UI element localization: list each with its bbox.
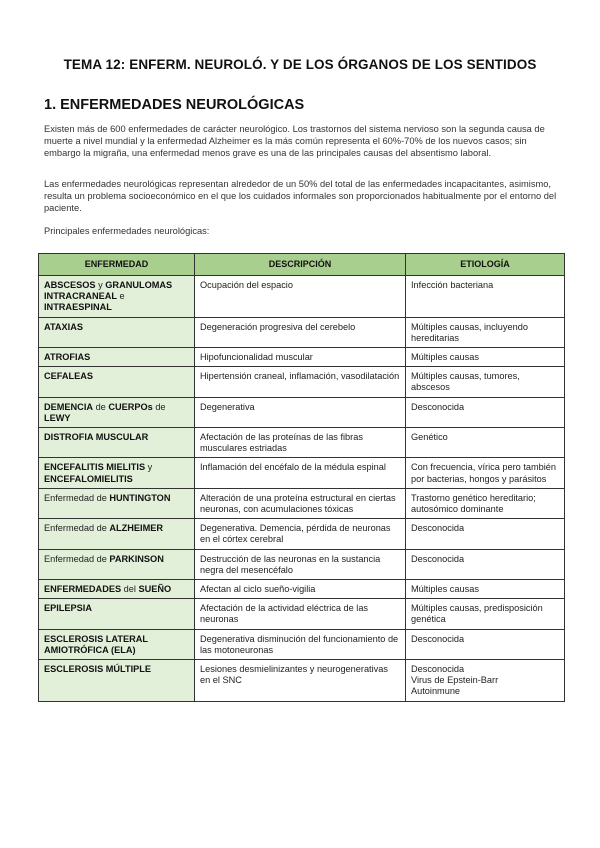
disease-name-bold: SUEÑO	[138, 584, 172, 595]
disease-description-cell: Afectación de la actividad eléctrica de las neuronas	[195, 599, 406, 629]
disease-name-cell	[39, 428, 195, 458]
disease-etiology-cell: Desconocida	[406, 397, 565, 427]
disease-name-connector: de	[152, 401, 166, 412]
disease-description-cell: Lesiones desmielinizantes y neurogenerativas en el SNC	[195, 660, 406, 702]
table-row	[39, 629, 565, 659]
disease-name-bold: INTRAESPINAL	[44, 302, 112, 313]
disease-etiology-cell: Trastorno genético hereditario; autosómico dominante	[406, 488, 565, 518]
disease-description-cell: Degeneración progresiva del cerebelo	[195, 317, 406, 347]
table-row	[39, 276, 565, 318]
disease-name-bold: ENFERMEDADES	[44, 584, 122, 595]
disease-name-bold: DISTROFIA MUSCULAR	[44, 432, 149, 443]
disease-description-cell: Degenerativa	[195, 397, 406, 427]
disease-etiology-cell: Con frecuencia, vírica pero también por bacterias, hongos y parásitos	[406, 458, 565, 488]
disease-name-bold: EPILEPSIA	[44, 603, 92, 614]
table-row	[39, 549, 565, 579]
disease-name-cell	[39, 367, 195, 397]
disease-name-cell	[39, 580, 195, 599]
disease-description-cell: Hipertensión craneal, inflamación, vasodilatación	[195, 367, 406, 397]
disease-name-bold: ENCEFALOMIELITIS	[44, 473, 133, 484]
table-header-row	[39, 254, 565, 276]
disease-etiology-cell: Múltiples causas, tumores, abscesos	[406, 367, 565, 397]
table-row	[39, 348, 565, 367]
disease-etiology-cell: Desconocida	[406, 519, 565, 549]
disease-etiology-cell: Genético	[406, 428, 565, 458]
disease-name-bold: ATROFIAS	[44, 352, 91, 363]
disease-name-bold: ESCLEROSIS LATERAL AMIOTRÓFICA (ELA)	[44, 633, 148, 655]
disease-name-bold: ESCLEROSIS MÚLTIPLE	[44, 664, 152, 675]
disease-etiology-cell: Múltiples causas, predisposición genética	[406, 599, 565, 629]
disease-name-connector: Enfermedad de	[44, 553, 110, 564]
disease-etiology-cell: Infección bacteriana	[406, 276, 565, 318]
disease-name-bold: ENCEFALITIS MIELITIS	[44, 462, 146, 473]
disease-description-cell: Destrucción de las neuronas en la sustancia negra del mesencéfalo	[195, 549, 406, 579]
disease-description-cell: Hipofuncionalidad muscular	[195, 348, 406, 367]
disease-description-cell: Degenerativa. Demencia, pérdida de neuronas en el córtex cerebral	[195, 519, 406, 549]
disease-name-bold: CEFALEAS	[44, 371, 94, 382]
disease-name-cell	[39, 348, 195, 367]
disease-name-bold: CUERPOs	[108, 401, 153, 412]
table-row	[39, 317, 565, 347]
second-paragraph: Las enfermedades neurológicas representan alrededor de un 50% del total de las enfermedades incapacitantes, asimismo, resulta un problema socioeconómico en el que los cuidados informales son proporcionados habitualmente por el entorno del paciente.	[44, 179, 557, 213]
page-title: TEMA 12: ENFERM. NEUROLÓ. Y DE LOS ÓRGANOS DE LOS SENTIDOS	[63, 57, 537, 72]
table-row	[39, 660, 565, 702]
disease-name-cell	[39, 488, 195, 518]
disease-name-cell	[39, 458, 195, 488]
disease-description-cell: Afectan al ciclo sueño-vigilia	[195, 580, 406, 599]
disease-etiology-cell: Múltiples causas	[406, 348, 565, 367]
disease-name-bold: PARKINSON	[109, 553, 164, 564]
diseases-table	[38, 253, 565, 702]
disease-name-cell	[39, 519, 195, 549]
disease-etiology-cell: Desconocida	[406, 629, 565, 659]
table-row	[39, 458, 565, 488]
disease-name-connector: Enfermedad de	[44, 523, 110, 534]
disease-name-cell	[39, 397, 195, 427]
disease-description-cell: Afectación de las proteínas de las fibras musculares estriadas	[195, 428, 406, 458]
table-row	[39, 397, 565, 427]
disease-name-cell	[39, 549, 195, 579]
disease-name-cell	[39, 276, 195, 318]
disease-name-cell	[39, 629, 195, 659]
header-etiology: ETIOLOGÍA	[406, 254, 565, 276]
disease-name-bold: LEWY	[44, 412, 71, 423]
table-intro-paragraph: Principales enfermedades neurológicas:	[44, 226, 210, 236]
disease-name-connector: Enfermedad de	[44, 492, 110, 503]
table-row	[39, 488, 565, 518]
table-row	[39, 580, 565, 599]
disease-name-cell	[39, 660, 195, 702]
disease-name-cell	[39, 599, 195, 629]
disease-etiology-cell: Desconocida	[406, 549, 565, 579]
disease-name-bold: HUNTINGTON	[109, 492, 171, 503]
disease-description-cell: Degenerativa disminución del funcionamiento de las motoneuronas	[195, 629, 406, 659]
disease-etiology-cell: Desconocida Virus de Epstein-Barr Autoinmune	[406, 660, 565, 702]
disease-name-connector: y	[145, 462, 153, 473]
intro-paragraph: Existen más de 600 enfermedades de carácter neurológico. Los trastornos del sistema nervioso son la segunda causa de muerte a nivel mundial y la enfermedad Alzheimer es la más común representa el 60%-70% de los nuevos casos; sin embargo la migraña, una enfermedad menos grave es una de las principales causas del absentismo laboral.	[44, 124, 545, 158]
disease-name-connector: y	[95, 280, 106, 290]
disease-name-bold: ATAXIAS	[44, 321, 83, 332]
disease-name-bold: DEMENCIA	[44, 401, 94, 412]
header-disease: ENFERMEDAD	[39, 254, 195, 276]
disease-name-cell	[39, 317, 195, 347]
table-row	[39, 599, 565, 629]
disease-name-connector: e	[116, 291, 125, 302]
disease-name-connector: del	[121, 584, 139, 595]
disease-name-bold: ABSCESOS	[44, 280, 96, 290]
header-description: DESCRIPCIÓN	[195, 254, 406, 276]
disease-description-cell: Ocupación del espacio	[195, 276, 406, 318]
disease-etiology-cell: Múltiples causas, incluyendo hereditarias	[406, 317, 565, 347]
disease-description-cell: Inflamación del encéfalo de la médula espinal	[195, 458, 406, 488]
disease-etiology-cell: Múltiples causas	[406, 580, 565, 599]
table-row	[39, 428, 565, 458]
section-title: 1. ENFERMEDADES NEUROLÓGICAS	[44, 97, 305, 113]
table-row	[39, 367, 565, 397]
table-row	[39, 519, 565, 549]
disease-name-bold: GRANULOMAS INTRACRANEAL	[44, 280, 173, 302]
disease-name-connector: de	[93, 401, 109, 412]
disease-name-bold: ALZHEIMER	[109, 523, 163, 534]
disease-description-cell: Alteración de una proteína estructural en ciertas neuronas, con acumulaciones tóxicas	[195, 488, 406, 518]
